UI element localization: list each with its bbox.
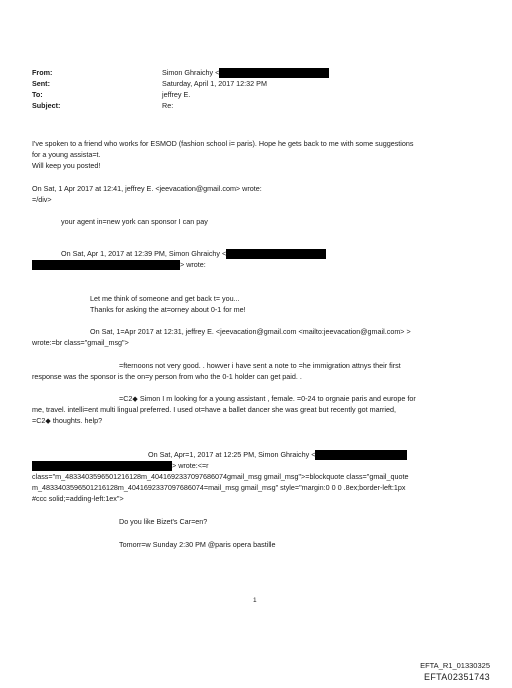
- subject-value: Re:: [162, 101, 174, 110]
- body-line: Thanks for asking the at=orney about 0-1 for me!: [90, 305, 246, 314]
- body-line: =fternoons not very good. . howver i have sent a note to =he immigration attnys their first: [119, 361, 401, 370]
- quote-header-text: On Sat, Apr=1, 2017 at 12:25 PM, Simon Ghraichy <: [148, 450, 316, 459]
- redaction-bar: [219, 68, 329, 78]
- quote-header-line: [32, 260, 206, 270]
- wrote-text: > wrote:: [180, 260, 206, 269]
- body-line: #ccc solid;=adding-left:1ex">: [32, 494, 124, 503]
- bates-number-1: EFTA_R1_01330325: [420, 661, 490, 670]
- body-line: On Sat, 1=Apr 2017 at 12:31, jeffrey E. <jeevacation@gmail.com <mailto:jeevacation@gmail.com> >: [90, 327, 411, 336]
- quote-header-line: [61, 249, 326, 259]
- from-value: [162, 67, 329, 78]
- body-line: me, travel. intelli=ent multi lingual preferred. I used ot=have a ballet dancer she was great but recently got married,: [32, 405, 396, 414]
- redaction-bar: [315, 450, 407, 460]
- body-line: =C2◆ thoughts. help?: [32, 416, 103, 425]
- from-name: Simon Ghraichy <: [162, 68, 220, 77]
- quote-header-line: [32, 461, 209, 471]
- body-line: =/div>: [32, 195, 52, 204]
- redaction-bar: [32, 461, 172, 471]
- body-line: Do you like Bizet's Car=en?: [119, 517, 208, 526]
- redaction-bar: [32, 260, 180, 270]
- body-line: On Sat, 1 Apr 2017 at 12:41, jeffrey E. <jeevacation@gmail.com> wrote:: [32, 184, 262, 193]
- redaction-bar: [226, 249, 326, 259]
- body-line: =C2◆ Simon I m looking for a young assistant , female. =0-24 to orgnaie paris and europe for: [119, 394, 416, 403]
- wrote-text: > wrote:<=r: [172, 461, 209, 470]
- body-line: Will keep you posted!: [32, 161, 101, 170]
- page-number: 1: [253, 597, 257, 604]
- bates-number-2: EFTA02351743: [424, 672, 490, 682]
- body-line: Let me think of someone and get back t= you...: [90, 294, 240, 303]
- body-line: m_4833403596501216128m_4041692337097686074=mail_msg gmail_msg" style="margin:0 0 0 .8ex;border-left:1px: [32, 483, 406, 492]
- to-value: jeffrey E.: [162, 90, 191, 99]
- body-line: your agent in=new york can sponsor I can pay: [61, 217, 208, 226]
- sent-label: Sent:: [32, 79, 50, 88]
- to-label: To:: [32, 90, 43, 99]
- body-line: class="m_4833403596501216128m_4041692337097686074gmail_msg gmail_msg">=blockquote class="gmail_quote: [32, 472, 409, 481]
- body-line: wrote:=br class="gmail_msg">: [32, 338, 129, 347]
- sent-value: Saturday, April 1, 2017 12:32 PM: [162, 79, 267, 88]
- subject-label: Subject:: [32, 101, 61, 110]
- from-label: From:: [32, 68, 53, 77]
- body-line: I've spoken to a friend who works for ESMOD (fashion school i= paris). Hope he gets back to me with some suggestions: [32, 139, 414, 148]
- quote-header-text: On Sat, Apr 1, 2017 at 12:39 PM, Simon Ghraichy <: [61, 249, 227, 258]
- body-line: for a young assista=t.: [32, 150, 101, 159]
- body-line: response was the sponsor is the on=y person from who the 0-1 holder can get paid. .: [32, 372, 302, 381]
- body-line: Tomorr=w Sunday 2:30 PM @paris opera bastille: [119, 540, 276, 549]
- quote-header-line: [148, 450, 407, 460]
